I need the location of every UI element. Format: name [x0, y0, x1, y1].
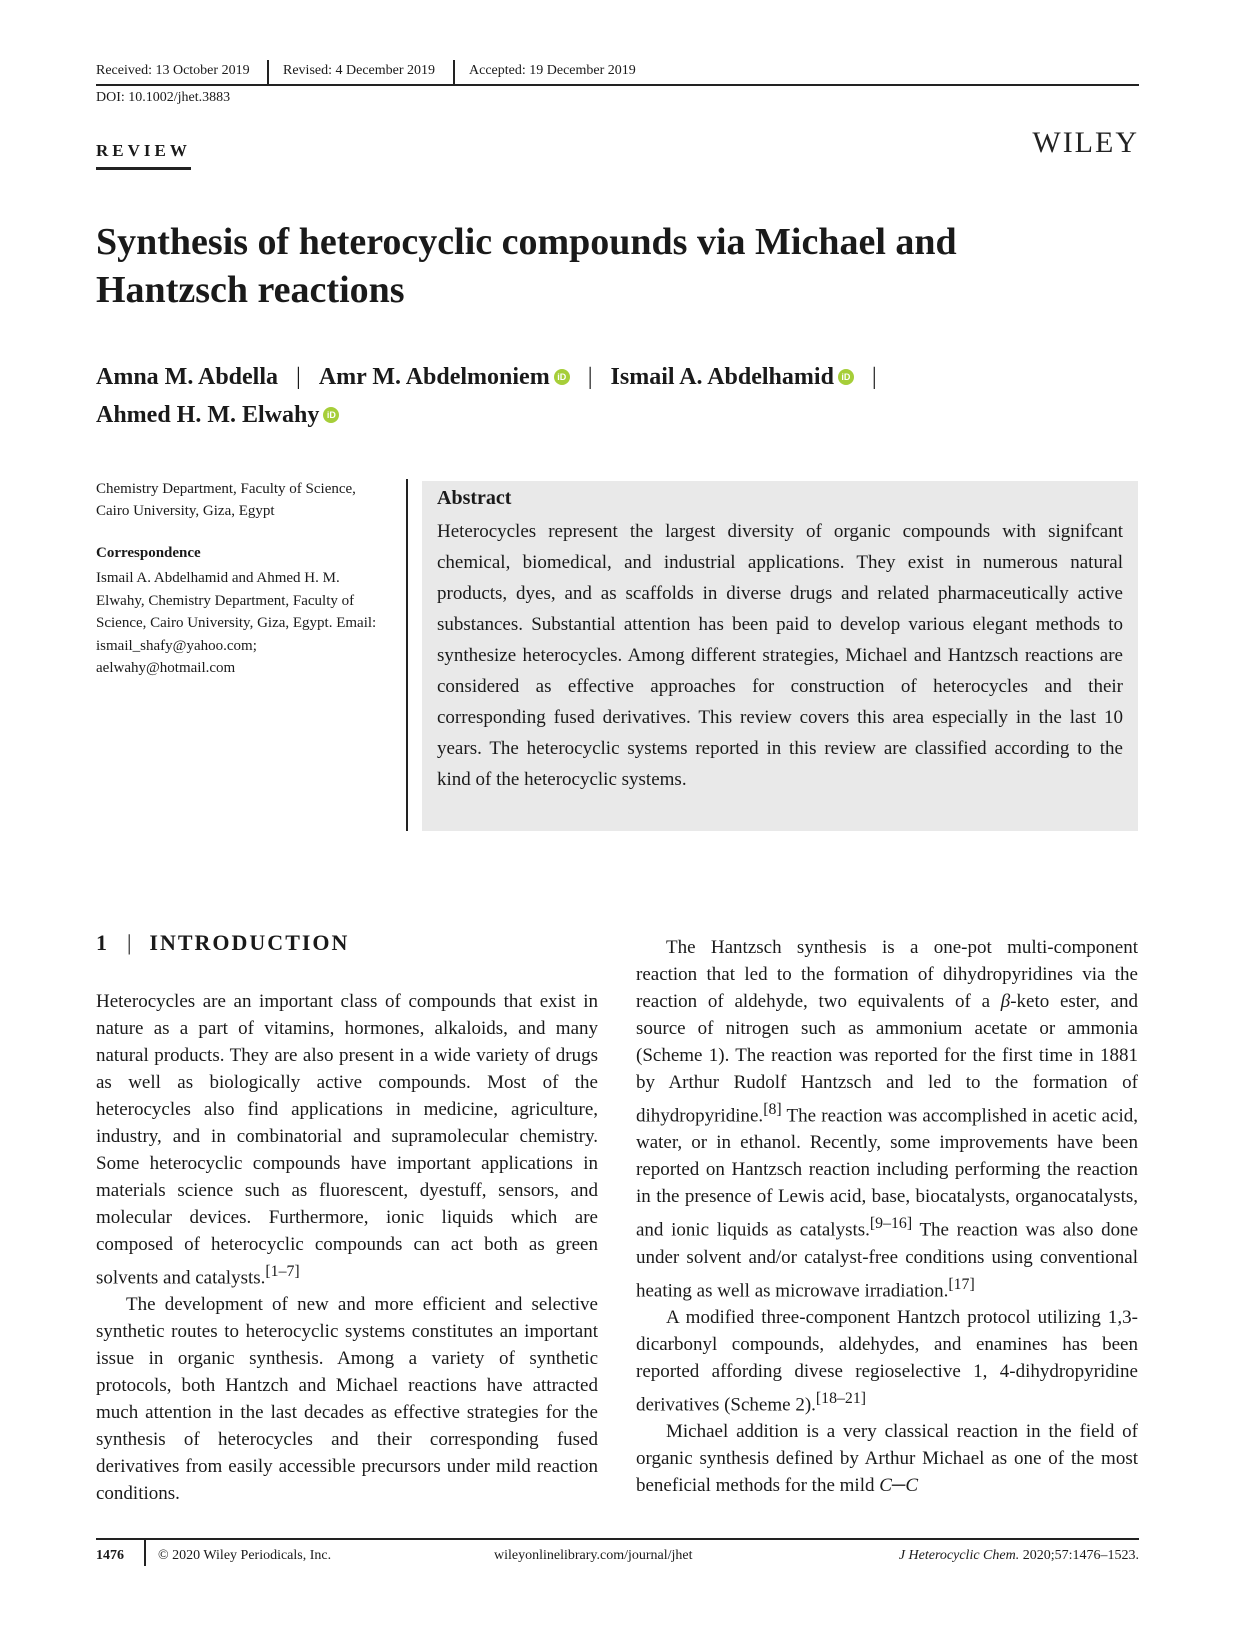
paragraph: [636, 1304, 1138, 1418]
journal-url[interactable]: wileyonlinelibrary.com/journal/jhet: [494, 1548, 693, 1563]
journal-name: J Heterocyclic Chem.: [898, 1548, 1020, 1563]
citation[interactable]: [1–7]: [265, 1263, 300, 1280]
author-list: [96, 358, 1146, 434]
author-name: Ismail A. Abdelhamid: [610, 364, 834, 390]
author-separator: |: [587, 364, 593, 390]
copyright: © 2020 Wiley Periodicals, Inc.: [158, 1548, 332, 1563]
citation-details: 2020;57:1476–1523.: [1019, 1548, 1139, 1563]
paragraph-text: The reaction was also done under solvent and/or catalyst-free conditions using conventional heating as well as microwave irradiation.: [636, 1219, 1139, 1301]
paragraph-text: The reaction was accomplished in acetic acid, water, or in ethanol. Recently, some improvements have been reported on Hantzsch reaction including performing the reaction in the presence of Lewis acid, base, biocatalysts, organocatalysts, and ionic liquids as catalysts.: [636, 1105, 1138, 1241]
dates-divider: [267, 60, 269, 84]
paragraph: [96, 988, 598, 1291]
doi[interactable]: DOI: 10.1002/jhet.3883: [96, 90, 231, 105]
paragraph: [636, 934, 1138, 1304]
section-heading: [96, 930, 349, 956]
dates-divider: [453, 60, 455, 84]
journal-citation: [899, 1548, 1139, 1564]
received-date: Received: 13 October 2019: [96, 63, 250, 78]
body-column-left: [96, 988, 598, 1507]
author-separator: |: [296, 364, 301, 390]
orcid-icon[interactable]: iD: [323, 407, 339, 423]
citation[interactable]: [17]: [948, 1275, 975, 1293]
author-name: Amna M. Abdella: [96, 364, 279, 390]
abstract-text: Heterocycles represent the largest diversity of organic compounds with signifcant chemical, biomedical, and industrial applications. They exist in numerous natural products, dyes, and as scaffolds in diverse drugs and related pharmaceutically active substances. Substantial attention has been paid to develop various elegant methods to synthesize heterocycles. Among different strategies, Michael and Hantzsch reactions are considered as effective approaches for construction of heterocycles and their corresponding fused derivatives. This review covers this area especially in the last 10 years. The heterocyclic systems reported in this review are classified according to the kind of the heterocyclic systems.: [437, 521, 1123, 790]
page-footer: [96, 1538, 1139, 1568]
paragraph-text: Heterocycles are an important class of compounds that exist in nature as a part of vitamins, hormones, alkaloids, and many natural products. They are also present in a wide variety of drugs as well as biologically active compounds. Most of the heterocycles also find applications in medicine, agriculture, industry, and in combinatorial and supramolecular chemistry. Some heterocyclic compounds have important applications in materials science such as fluorescent, dyestuff, sensors, and molecular devices. Furthermore, ionic liquids which are composed of heterocyclic compounds can act both as green solvents and catalysts.: [96, 991, 598, 1289]
bond-notation: C─C: [879, 1475, 919, 1497]
title-line: Synthesis of heterocyclic compounds via Michael and: [96, 221, 957, 263]
page-number: 1476: [96, 1548, 124, 1563]
footer-divider: [144, 1540, 146, 1566]
correspondence-details: Ismail A. Abdelhamid and Ahmed H. M. Elwahy, Chemistry Department, Faculty of Science, Cairo University, Giza, Egypt. Email: ismail_shafy@yahoo.com; aelwahy@hotmail.com: [96, 570, 377, 676]
abstract-rule: [406, 479, 408, 831]
abstract-heading: Abstract: [437, 487, 512, 509]
body-column-right: [636, 934, 1138, 1499]
section-label: REVIEW: [96, 141, 191, 170]
paragraph: [636, 1418, 1138, 1499]
citation[interactable]: [8]: [763, 1101, 782, 1118]
citation[interactable]: [9–16]: [869, 1215, 913, 1233]
beta-symbol: β: [1000, 991, 1011, 1012]
paragraph-text: The Hantzsch synthesis is a one-pot multi-component reaction that led to the formation of dihydropyridines via the reaction of aldehyde, two equivalents of a: [636, 937, 1138, 1012]
author-name: Amr M. Abdelmoniem: [318, 364, 550, 390]
paragraph: The development of new and more efficient and selective synthetic routes to heterocyclic systems constitutes an important issue in organic synthesis. Among a variety of synthetic protocols, both Hantzch and Michael reactions have attracted much attention in the last decades as effective strategies for the synthesis of heterocycles and their corresponding fused derivatives from easily accessible precursors under mild reaction conditions.: [96, 1294, 598, 1505]
section-separator: |: [127, 930, 132, 955]
orcid-icon[interactable]: iD: [838, 369, 854, 385]
orcid-icon[interactable]: iD: [554, 369, 570, 385]
article-title: [96, 218, 1096, 314]
section-title: INTRODUCTION: [149, 930, 350, 955]
section-number: 1: [96, 930, 109, 955]
publisher-logo: WILEY: [1032, 126, 1139, 159]
citation[interactable]: [18–21]: [815, 1389, 867, 1407]
affiliation: Chemistry Department, Faculty of Science, Cairo University, Giza, Egypt: [96, 481, 356, 519]
paragraph-text: Michael addition is a very classical reaction in the field of organic synthesis defined by Arthur Michael as one of the most beneficial methods for the mild: [636, 1421, 1138, 1497]
accepted-date: Accepted: 19 December 2019: [469, 63, 636, 78]
article-dates-bar: [96, 60, 1139, 86]
correspondence-heading: Correspondence: [96, 545, 201, 561]
paragraph-text: A modified three-component Hantzch protocol utilizing 1,3-dicarbonyl compounds, aldehydes, and enamines has been reported affording divese regioselective 1, 4-dihydropyridine derivatives (Scheme 2).: [636, 1306, 1138, 1416]
author-separator: |: [871, 364, 877, 390]
author-name: Ahmed H. M. Elwahy: [96, 402, 320, 428]
paragraph-text: -keto ester, and source of nitrogen such as ammonium acetate or ammonia (Scheme 1). The reaction was reported for the first time in 1881 by Arthur Rudolf Hantzsch and led to the formation of dihydropyridine.: [636, 991, 1138, 1127]
title-line: Hantzsch reactions: [96, 269, 405, 311]
revised-date: Revised: 4 December 2019: [283, 63, 436, 78]
